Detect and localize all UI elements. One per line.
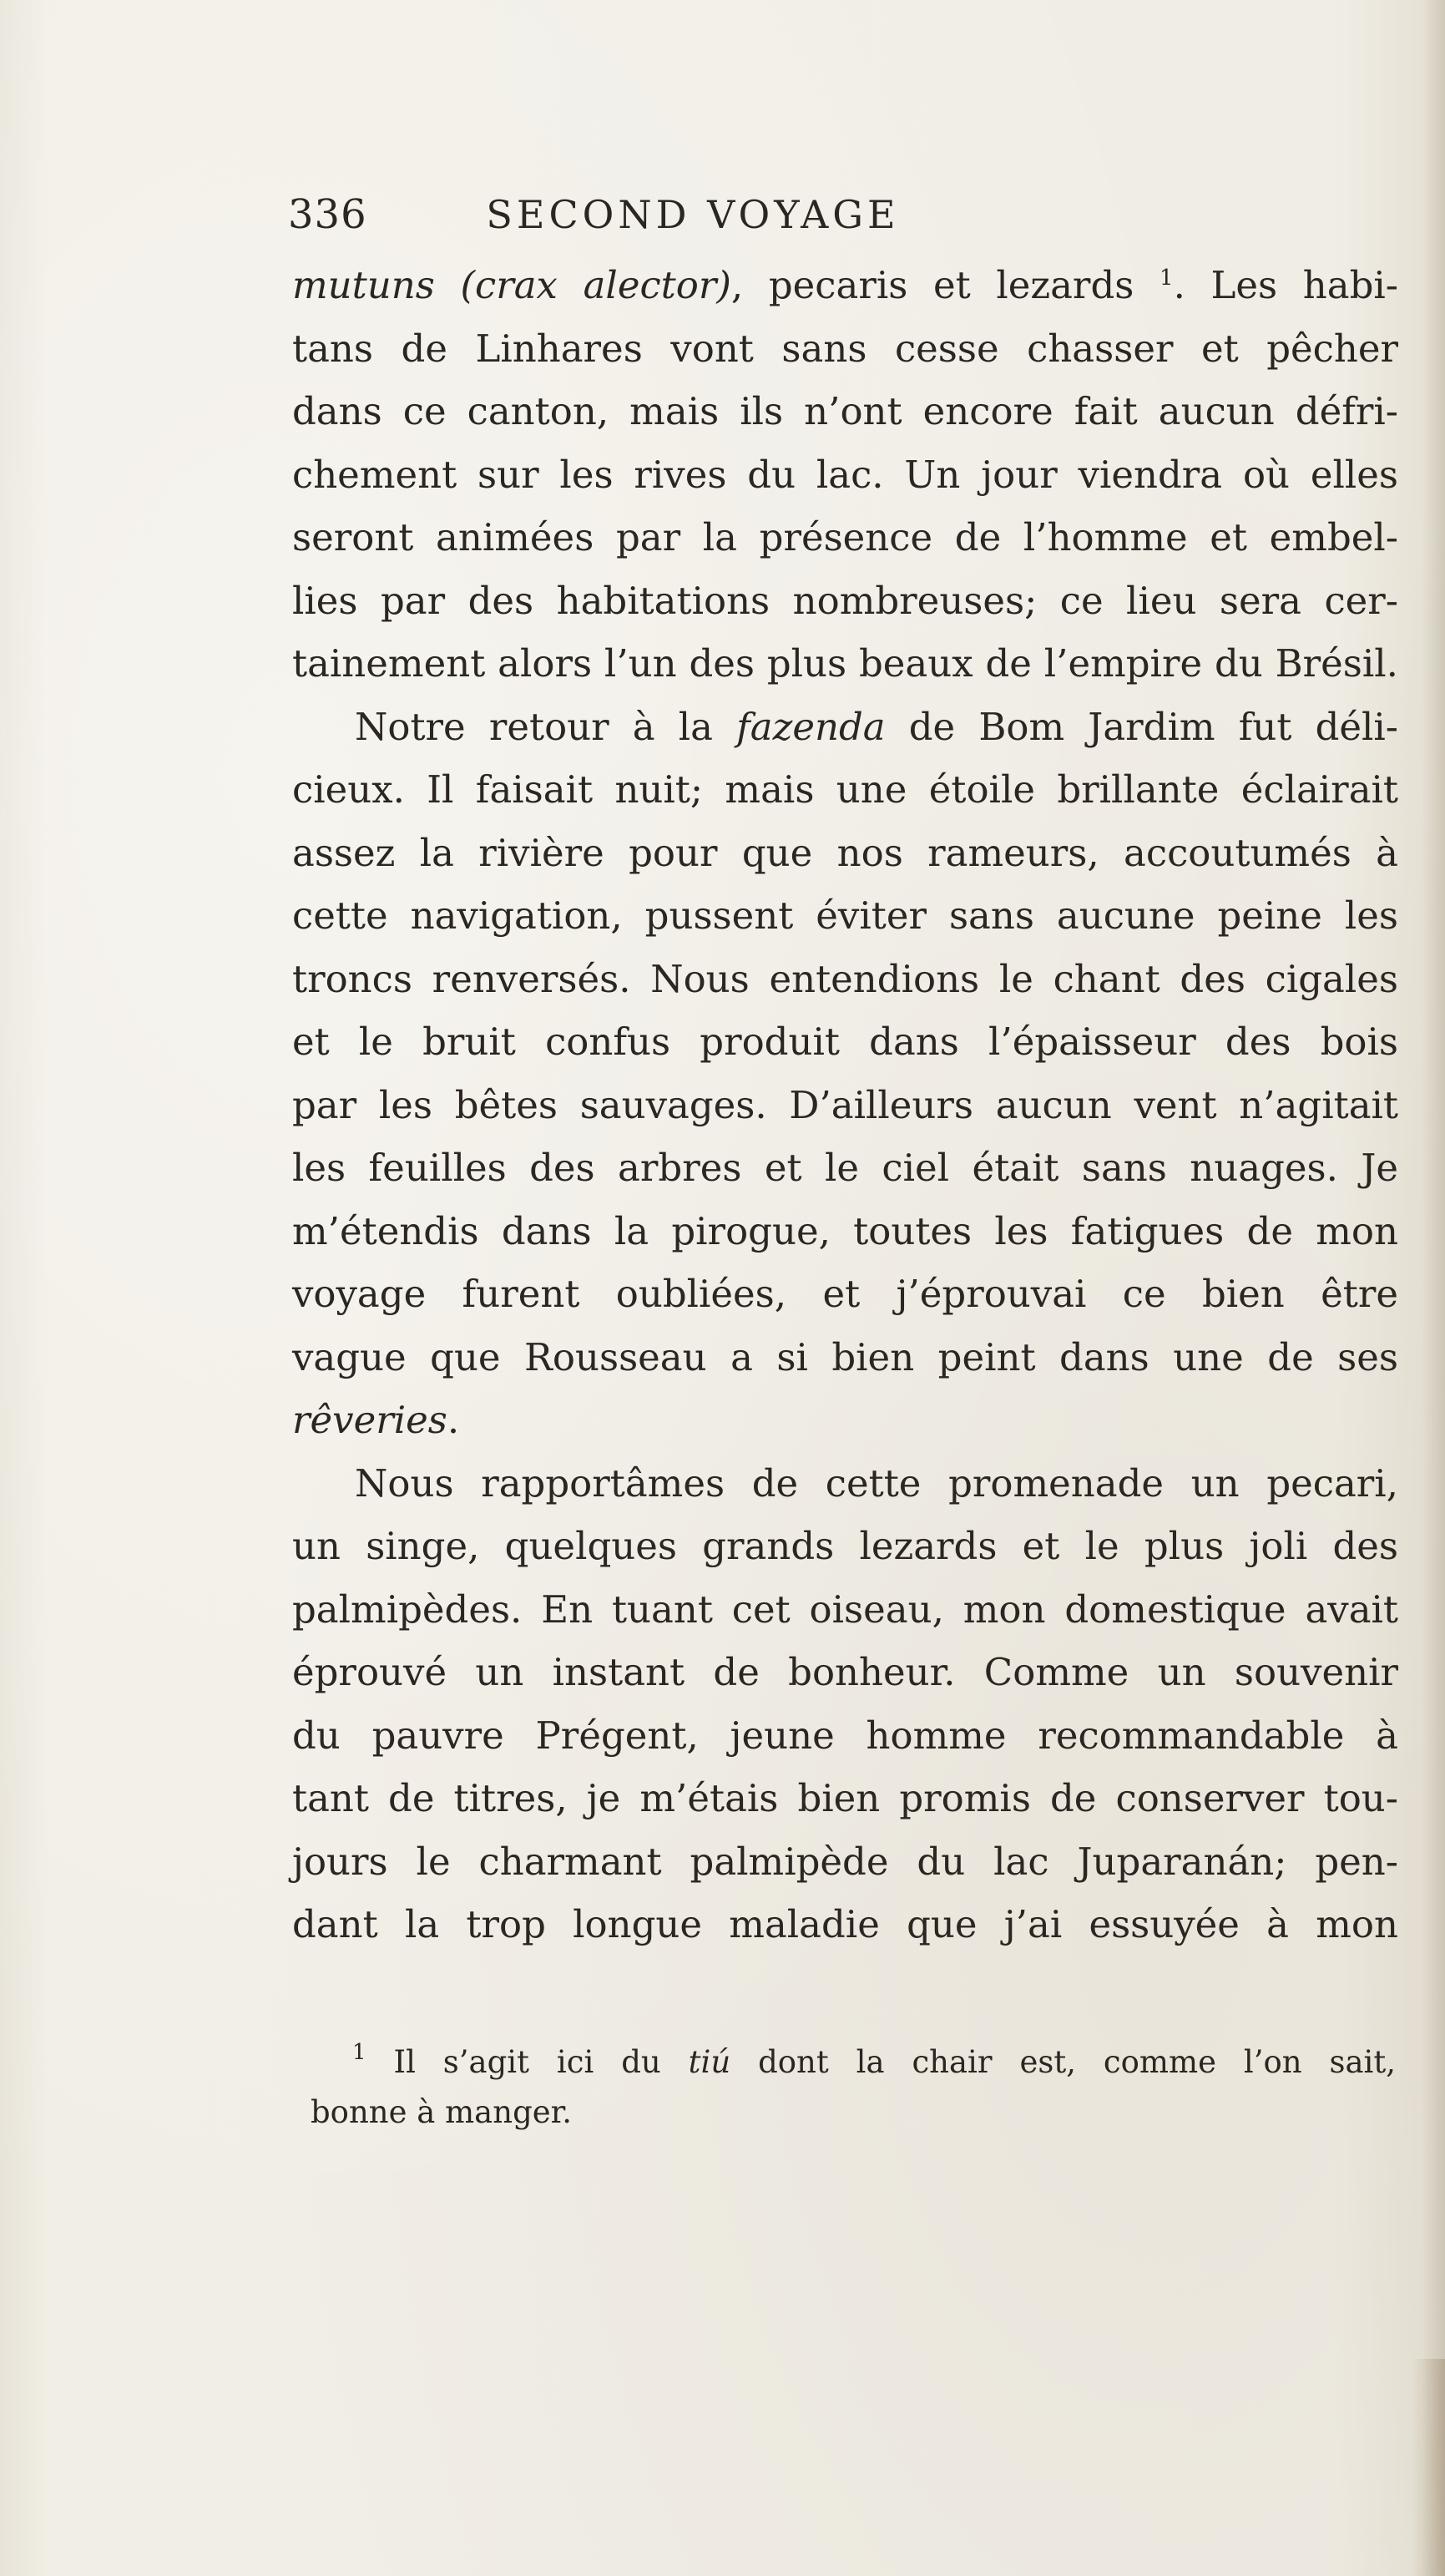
text-line: tainement alors l’un des plus beaux de l’empire du Brésil. <box>292 641 1398 686</box>
text-line: les feuilles des arbres et le ciel était sans nuages. Je <box>292 1146 1398 1190</box>
footnote-line: bonne à manger. <box>311 2094 573 2130</box>
text-line: par les bêtes sauvages. D’ailleurs aucun vent n’agitait <box>292 1082 1398 1127</box>
text-span: , pecaris et lezards <box>730 263 1160 307</box>
text-line <box>292 1389 1398 1452</box>
text-line: m’étendis dans la pirogue, toutes les fatigues de mon <box>292 1208 1398 1253</box>
text-span: de Bom Jardim fut déli- <box>885 704 1398 749</box>
text-line: vague que Rousseau a si bien peint dans une de ses <box>292 1334 1398 1379</box>
italic-text: fazenda <box>736 704 886 749</box>
page-stain <box>1412 2359 1445 2576</box>
text-line: éprouvé un instant de bonheur. Comme un souvenir <box>292 1650 1398 1694</box>
text-line: lies par des habitations nombreuses; ce lieu sera cer- <box>292 578 1398 623</box>
text-line: palmipèdes. En tuant cet oiseau, mon domestique avait <box>292 1587 1398 1632</box>
text-line: dant la trop longue maladie que j’ai essuyée à mon <box>292 1902 1398 1946</box>
text-span: Il s’agit ici du <box>366 2044 689 2080</box>
text-span: dont la chair est, comme l’on sait, <box>730 2044 1396 2080</box>
italic-text: tiú <box>688 2044 731 2080</box>
footnote-marker: 1 <box>1160 266 1174 291</box>
text-line: troncs renversés. Nous entendions le chant des cigales <box>292 956 1398 1001</box>
text-line: Nous rapportâmes de cette promenade un pecari, <box>355 1460 1398 1506</box>
text-line: un singe, quelques grands lezards et le plus joli des <box>292 1524 1398 1568</box>
footnote-marker: 1 <box>352 2040 366 2065</box>
page-edge-shadow <box>1422 0 1445 2576</box>
text-line <box>292 254 1398 317</box>
text-line: chement sur les rives du lac. Un jour viendra où elles <box>292 452 1398 497</box>
text-line: tant de titres, je m’étais bien promis de conserver tou- <box>292 1776 1398 1820</box>
text-line: jours le charmant palmipède du lac Juparanán; pen- <box>292 1839 1398 1884</box>
text-line: du pauvre Prégent, jeune homme recommandable à <box>292 1713 1398 1758</box>
footnote-line <box>311 2037 1396 2088</box>
text-line: cette navigation, pussent éviter sans aucune peine les <box>292 893 1398 938</box>
text-line: assez la rivière pour que nos rameurs, accoutumés à <box>292 830 1398 875</box>
italic-text: mutuns (crax alector) <box>292 263 731 307</box>
text-line: tans de Linhares vont sans cesse chasser et pêcher <box>292 326 1398 371</box>
text-span: . Les habi- <box>1173 263 1399 307</box>
text-span: Notre retour à la <box>355 704 737 749</box>
italic-text: rêveries <box>292 1398 447 1442</box>
text-span: . <box>447 1398 460 1442</box>
text-line: et le bruit confus produit dans l’épaisseur des bois <box>292 1020 1398 1064</box>
page-header <box>288 185 1098 244</box>
text-line <box>292 696 1398 759</box>
body-text <box>292 254 1398 1956</box>
text-line: dans ce canton, mais ils n’ont encore fait aucun défri- <box>292 389 1398 433</box>
text-line: seront animées par la présence de l’homme et embel- <box>292 515 1398 559</box>
text-line: voyage furent oubliées, et j’éprouvai ce bien être <box>292 1272 1398 1316</box>
text-line: cieux. Il faisait nuit; mais une étoile brillante éclairait <box>292 767 1398 812</box>
page-number: 336 <box>288 191 367 238</box>
running-title: SECOND VOYAGE <box>486 192 900 237</box>
footnote <box>311 2037 1396 2138</box>
